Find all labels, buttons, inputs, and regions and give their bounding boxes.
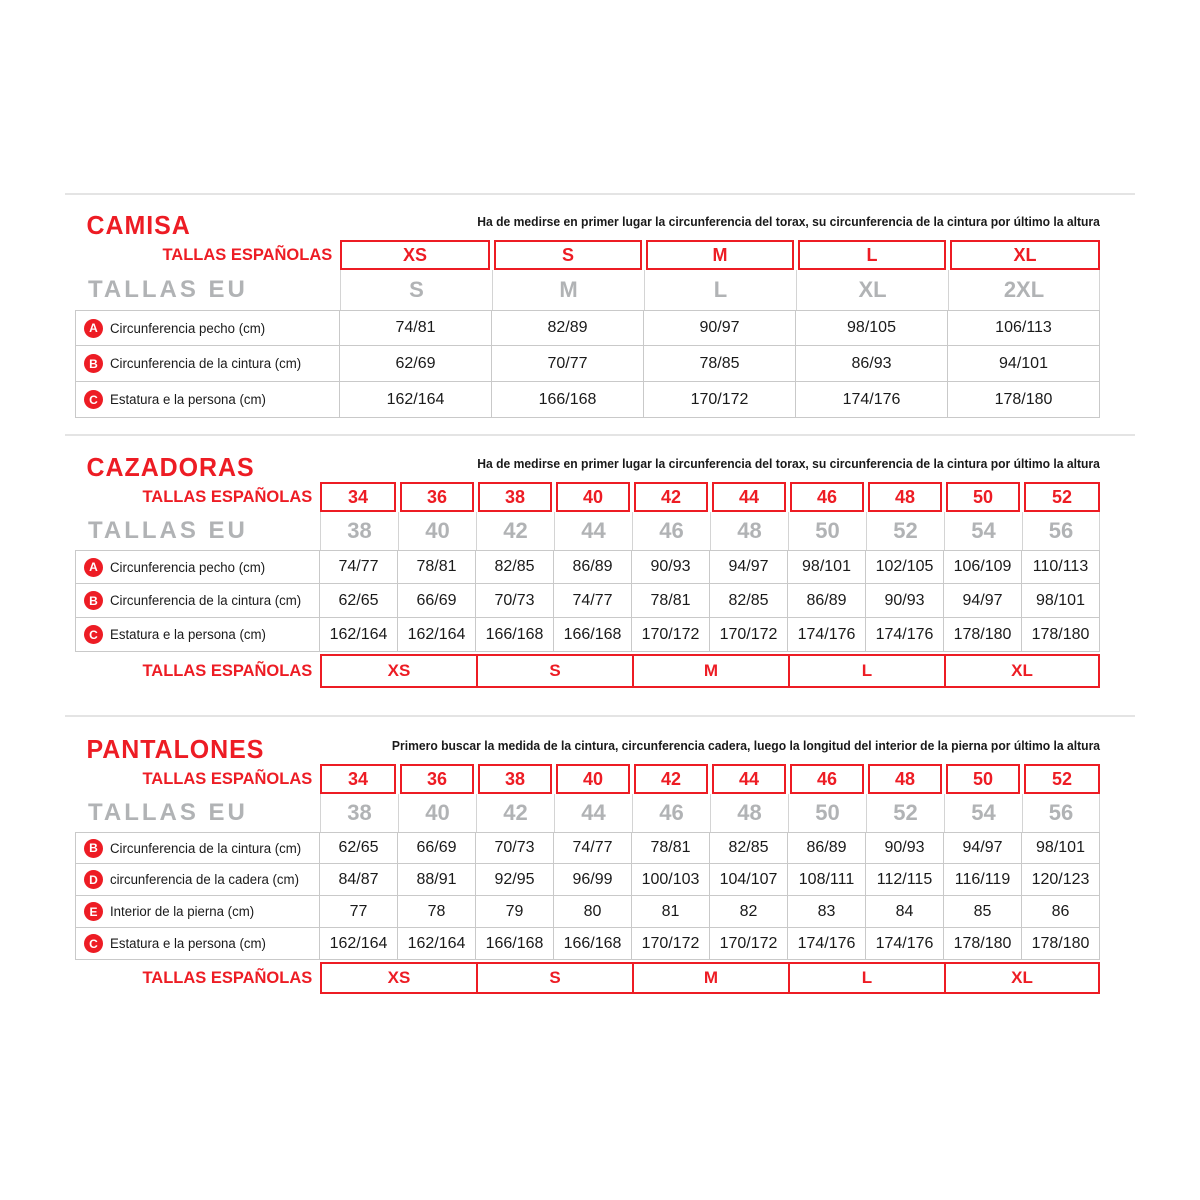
bottom-spanish-size-cell: S [476, 654, 634, 688]
spanish-size-cell: 52 [1024, 482, 1100, 512]
measure-badge: E [84, 902, 103, 921]
eu-size-value: 44 [554, 512, 632, 550]
measure-value: 74/77 [554, 832, 632, 864]
measure-value: 78/81 [632, 832, 710, 864]
section-header [75, 195, 1100, 238]
size-table-camisa [75, 240, 1100, 418]
measure-value: 98/101 [1022, 832, 1100, 864]
measure-value: 78/81 [398, 550, 476, 584]
measure-value: 80 [554, 896, 632, 928]
measure-value: 162/164 [398, 928, 476, 960]
measure-label-cell [75, 584, 320, 618]
measure-value: 94/101 [948, 346, 1100, 382]
spanish-size-cell: 40 [556, 482, 630, 512]
measure-value: 104/107 [710, 864, 788, 896]
measure-value: 70/73 [476, 584, 554, 618]
measure-value: 174/176 [866, 928, 944, 960]
measure-value: 166/168 [476, 928, 554, 960]
measure-label-cell [75, 346, 340, 382]
measure-value: 82 [710, 896, 788, 928]
measure-value: 106/109 [944, 550, 1022, 584]
measure-value: 166/168 [554, 928, 632, 960]
eu-size-value: S [340, 270, 492, 310]
measure-value: 162/164 [320, 928, 398, 960]
eu-size-value: 42 [476, 512, 554, 550]
measure-value: 166/168 [492, 382, 644, 418]
measure-label-cell [75, 864, 320, 896]
measure-label: Circunferencia de la cintura (cm) [110, 593, 302, 608]
measure-value: 106/113 [948, 310, 1100, 346]
measure-value: 83 [788, 896, 866, 928]
spanish-sizes-row [75, 482, 1100, 512]
measure-value: 88/91 [398, 864, 476, 896]
measure-value: 120/123 [1022, 864, 1100, 896]
measure-value: 70/73 [476, 832, 554, 864]
eu-sizes-row [75, 270, 1100, 310]
measure-label-cell [75, 310, 340, 346]
spanish-size-cell: 40 [556, 764, 630, 794]
eu-size-value: L [644, 270, 796, 310]
measure-badge: C [84, 934, 103, 953]
measure-value: 81 [632, 896, 710, 928]
spanish-size-cell: 52 [1024, 764, 1100, 794]
spanish-size-cell: 44 [712, 482, 786, 512]
measure-badge: B [84, 591, 103, 610]
measure-value: 178/180 [944, 618, 1022, 652]
section-title: CAMISA [86, 210, 191, 240]
eu-size-value: 38 [320, 794, 398, 832]
section-note: Primero buscar la medida de la cintura, circunferencia cadera, luego la longitud del interior de la pierna por último la altura [391, 739, 1100, 754]
eu-size-value: XL [796, 270, 948, 310]
measure-label-cell [75, 896, 320, 928]
section-pantalones [65, 715, 1135, 1000]
eu-sizes-row [75, 512, 1100, 550]
eu-size-value: 46 [632, 794, 710, 832]
eu-size-value: 40 [398, 794, 476, 832]
spanish-size-cell: 46 [790, 482, 864, 512]
bottom-spanish-sizes-row [75, 962, 1100, 994]
measure-value: 90/97 [644, 310, 796, 346]
eu-size-value: 56 [1022, 794, 1100, 832]
bottom-spanish-size-cell: M [632, 962, 790, 994]
eu-size-value: 48 [710, 512, 788, 550]
measure-row [75, 382, 1100, 418]
measure-value: 62/69 [340, 346, 492, 382]
measure-value: 108/111 [788, 864, 866, 896]
spanish-size-cell: 50 [946, 764, 1020, 794]
spanish-size-cell: 48 [868, 764, 942, 794]
measure-value: 78 [398, 896, 476, 928]
eu-size-value: 52 [866, 794, 944, 832]
eu-size-value: 48 [710, 794, 788, 832]
spanish-size-cell: 34 [320, 764, 396, 794]
size-table-pantalones [75, 764, 1100, 994]
measure-value: 90/93 [866, 584, 944, 618]
eu-size-value: 40 [398, 512, 476, 550]
spanish-sizes-label: TALLAS ESPAÑOLAS [142, 487, 313, 506]
measure-value: 85 [944, 896, 1022, 928]
eu-size-value: 50 [788, 512, 866, 550]
section-header [75, 436, 1100, 480]
eu-sizes-label: TALLAS EU [88, 517, 248, 544]
eu-size-value: 38 [320, 512, 398, 550]
measure-value: 94/97 [944, 832, 1022, 864]
measure-value: 82/85 [476, 550, 554, 584]
measure-label: circunferencia de la cadera (cm) [110, 872, 299, 887]
eu-size-value: 46 [632, 512, 710, 550]
measure-value: 112/115 [866, 864, 944, 896]
spanish-sizes-label: TALLAS ESPAÑOLAS [162, 245, 333, 264]
spanish-size-cell: 44 [712, 764, 786, 794]
measure-value: 66/69 [398, 832, 476, 864]
measure-value: 166/168 [554, 618, 632, 652]
spanish-size-cell: XS [340, 240, 490, 270]
measure-label: Circunferencia de la cintura (cm) [110, 840, 302, 856]
measure-value: 170/172 [710, 928, 788, 960]
measure-label: Circunferencia pecho (cm) [110, 559, 266, 575]
measure-value: 170/172 [632, 928, 710, 960]
spanish-sizes-label: TALLAS ESPAÑOLAS [142, 769, 313, 788]
measure-value: 98/105 [796, 310, 948, 346]
measure-value: 86/89 [788, 584, 866, 618]
measure-row [75, 896, 1100, 928]
measure-value: 66/69 [398, 584, 476, 618]
eu-size-value: 54 [944, 512, 1022, 550]
measure-row [75, 928, 1100, 960]
measure-value: 174/176 [788, 928, 866, 960]
measure-value: 166/168 [476, 618, 554, 652]
eu-sizes-label: TALLAS EU [88, 799, 248, 826]
measure-value: 174/176 [796, 382, 948, 418]
measure-row [75, 864, 1100, 896]
measure-label: Estatura e la persona (cm) [110, 627, 266, 642]
measure-value: 90/93 [632, 550, 710, 584]
measure-value: 82/89 [492, 310, 644, 346]
eu-sizes-label: TALLAS EU [88, 276, 248, 303]
measure-row [75, 346, 1100, 382]
measure-value: 70/77 [492, 346, 644, 382]
measure-value: 110/113 [1022, 550, 1100, 584]
spanish-sizes-row [75, 764, 1100, 794]
bottom-spanish-size-cell: L [788, 654, 946, 688]
measure-badge: C [84, 625, 103, 644]
section-cazadoras [65, 434, 1135, 715]
measure-value: 162/164 [320, 618, 398, 652]
eu-size-value: M [492, 270, 644, 310]
measure-label: Estatura e la persona (cm) [110, 392, 266, 407]
measure-value: 74/81 [340, 310, 492, 346]
spanish-size-cell: 38 [478, 482, 552, 512]
measure-value: 86/89 [788, 832, 866, 864]
measure-label-cell [75, 832, 320, 864]
measure-label: Circunferencia pecho (cm) [110, 320, 266, 336]
measure-label-cell [75, 928, 320, 960]
spanish-size-cell: 36 [400, 764, 474, 794]
measure-value: 78/81 [632, 584, 710, 618]
measure-badge: D [84, 870, 103, 889]
measure-value: 174/176 [866, 618, 944, 652]
measure-value: 178/180 [948, 382, 1100, 418]
measure-value: 84/87 [320, 864, 398, 896]
measure-label-cell [75, 382, 340, 418]
measure-badge: B [84, 839, 103, 858]
measure-value: 170/172 [644, 382, 796, 418]
measure-value: 174/176 [788, 618, 866, 652]
measure-value: 170/172 [632, 618, 710, 652]
measure-badge: B [84, 354, 103, 373]
measure-value: 170/172 [710, 618, 788, 652]
measure-label: Circunferencia de la cintura (cm) [110, 356, 302, 371]
spanish-size-cell: XL [950, 240, 1100, 270]
bottom-spanish-size-cell: L [788, 962, 946, 994]
spanish-size-cell: 50 [946, 482, 1020, 512]
measure-value: 178/180 [1022, 928, 1100, 960]
measure-label-cell [75, 550, 320, 584]
measure-value: 94/97 [710, 550, 788, 584]
measure-row [75, 832, 1100, 864]
bottom-spanish-sizes-row [75, 654, 1100, 688]
measure-value: 98/101 [1022, 584, 1100, 618]
measure-row [75, 584, 1100, 618]
section-header [75, 717, 1100, 762]
eu-size-value: 42 [476, 794, 554, 832]
measure-value: 77 [320, 896, 398, 928]
bottom-spanish-size-cell: XL [944, 654, 1100, 688]
spanish-size-cell: 48 [868, 482, 942, 512]
spanish-size-cell: 36 [400, 482, 474, 512]
measure-value: 78/85 [644, 346, 796, 382]
measure-value: 82/85 [710, 584, 788, 618]
bottom-spanish-size-cell: S [476, 962, 634, 994]
spanish-sizes-row [75, 240, 1100, 270]
eu-sizes-row [75, 794, 1100, 832]
measure-value: 162/164 [398, 618, 476, 652]
measure-label-cell [75, 618, 320, 652]
eu-size-value: 44 [554, 794, 632, 832]
measure-row [75, 310, 1100, 346]
measure-badge: A [84, 558, 103, 577]
measure-label: Interior de la pierna (cm) [110, 904, 255, 919]
spanish-size-cell: 42 [634, 482, 708, 512]
eu-size-value: 2XL [948, 270, 1100, 310]
measure-value: 92/95 [476, 864, 554, 896]
bottom-spanish-size-cell: XS [320, 962, 478, 994]
measure-value: 62/65 [320, 584, 398, 618]
bottom-spanish-sizes-label: TALLAS ESPAÑOLAS [142, 661, 313, 680]
eu-size-value: 56 [1022, 512, 1100, 550]
section-note: Ha de medirse en primer lugar la circunferencia del torax, su circunferencia de la cintura por último la altura [477, 215, 1100, 230]
measure-value: 178/180 [944, 928, 1022, 960]
section-note: Ha de medirse en primer lugar la circunferencia del torax, su circunferencia de la cintura por último la altura [477, 457, 1100, 472]
spanish-size-cell: 34 [320, 482, 396, 512]
measure-value: 178/180 [1022, 618, 1100, 652]
measure-value: 86/89 [554, 550, 632, 584]
section-title: PANTALONES [86, 734, 265, 764]
eu-size-value: 54 [944, 794, 1022, 832]
spanish-size-cell: 46 [790, 764, 864, 794]
spanish-size-cell: 42 [634, 764, 708, 794]
measure-value: 90/93 [866, 832, 944, 864]
measure-label: Estatura e la persona (cm) [110, 936, 266, 951]
measure-row [75, 618, 1100, 652]
measure-value: 96/99 [554, 864, 632, 896]
section-camisa [65, 193, 1135, 434]
measure-value: 100/103 [632, 864, 710, 896]
eu-size-value: 52 [866, 512, 944, 550]
measure-value: 79 [476, 896, 554, 928]
spanish-size-cell: S [494, 240, 642, 270]
size-table-cazadoras [75, 482, 1100, 688]
measure-badge: C [84, 390, 103, 409]
measure-value: 162/164 [340, 382, 492, 418]
measure-badge: A [84, 319, 103, 338]
measure-value: 102/105 [866, 550, 944, 584]
measure-value: 86/93 [796, 346, 948, 382]
bottom-spanish-size-cell: XL [944, 962, 1100, 994]
measure-value: 94/97 [944, 584, 1022, 618]
measure-value: 82/85 [710, 832, 788, 864]
bottom-spanish-size-cell: M [632, 654, 790, 688]
section-title: CAZADORAS [86, 452, 255, 482]
measure-value: 62/65 [320, 832, 398, 864]
spanish-size-cell: L [798, 240, 946, 270]
measure-value: 116/119 [944, 864, 1022, 896]
measure-row [75, 550, 1100, 584]
bottom-spanish-sizes-label: TALLAS ESPAÑOLAS [142, 968, 313, 987]
spanish-size-cell: 38 [478, 764, 552, 794]
eu-size-value: 50 [788, 794, 866, 832]
measure-value: 74/77 [320, 550, 398, 584]
measure-value: 86 [1022, 896, 1100, 928]
measure-value: 74/77 [554, 584, 632, 618]
spanish-size-cell: M [646, 240, 794, 270]
bottom-spanish-size-cell: XS [320, 654, 478, 688]
measure-value: 84 [866, 896, 944, 928]
measure-value: 98/101 [788, 550, 866, 584]
